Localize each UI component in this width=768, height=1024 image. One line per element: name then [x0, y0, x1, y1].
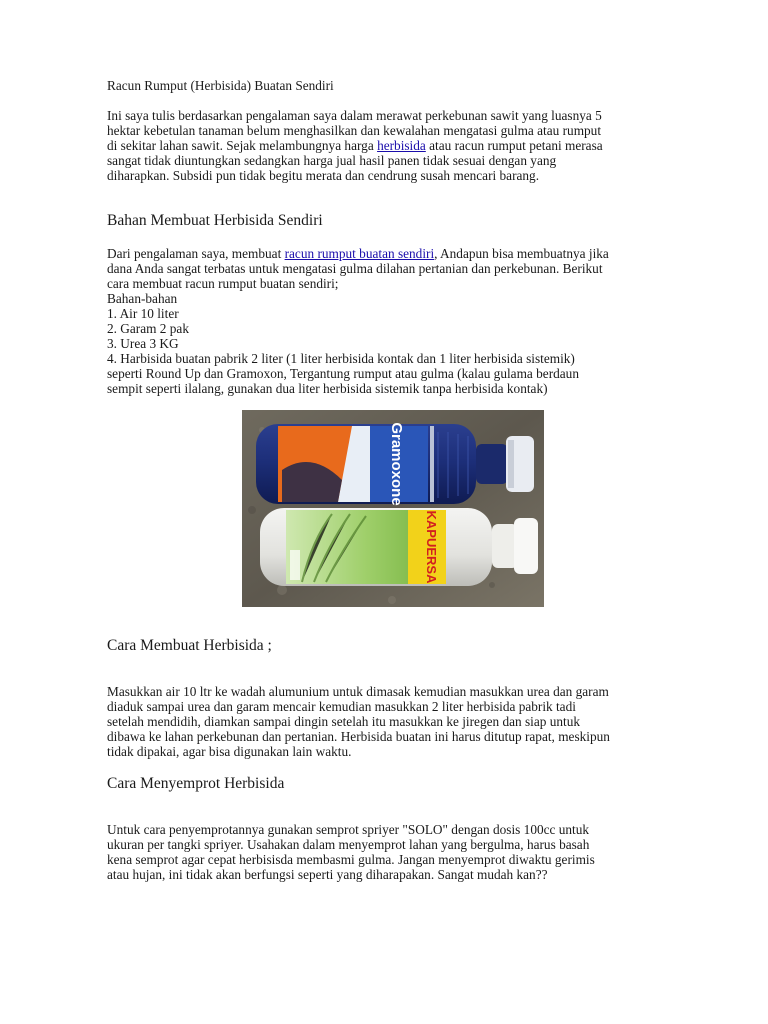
semprot-paragraph: [107, 822, 687, 882]
bahan-line-4: Bahan-bahan: [107, 291, 178, 306]
cara-line-2: diaduk sampai urea dan garam mencair kemudian masukkan 2 liter herbisida pabrik tadi: [107, 699, 576, 714]
bahan-line-1-text: Dari pengalaman saya, membuat: [107, 246, 285, 261]
cara-line-4: dibawa ke lahan perkebunan dan pertanian. Herbisida buatan ini harus ditutup rapat, meskipun: [107, 729, 610, 744]
semprot-line-3: kena semprot agar cepat herbisisda membasmi gulma. Jangan menyemprot diwaktu gerimis: [107, 852, 595, 867]
cara-line-5: tidak dipakai, agar bisa digunakan lain waktu.: [107, 744, 352, 759]
bahan-line-3: cara membuat racun rumput buatan sendiri;: [107, 276, 339, 291]
bahan-line-1-after: , Andapun bisa membuatnya jika: [434, 246, 609, 261]
bahan-line-9: seperti Round Up dan Gramoxon, Tergantung rumput atau gulma (kalau gulama berdaun: [107, 366, 579, 381]
intro-line-3-text: di sekitar lahan sawit. Sejak melambungnya harga: [107, 138, 378, 153]
heading-bahan: Bahan Membuat Herbisida Sendiri: [107, 212, 323, 229]
bahan-paragraph: [107, 246, 687, 396]
list-item: 4. Harbisida buatan pabrik 2 liter (1 liter herbisida kontak dan 1 liter herbisida sistemik): [107, 351, 575, 366]
semprot-line-1: Untuk cara penyemprotannya gunakan semprot spriyer "SOLO" dengan dosis 100cc untuk: [107, 822, 590, 837]
semprot-line-4: atau hujan, ini tidak akan berfungsi seperti yang diharapakan. Sangat mudah kan??: [107, 867, 548, 882]
heading-cara-menyemprot: Cara Menyemprot Herbisida: [107, 775, 285, 792]
cara-line-1: Masukkan air 10 ltr ke wadah alumunium untuk dimasak kemudian masukkan urea dan garam: [107, 684, 609, 699]
herbicide-bottles-photo: [242, 410, 544, 607]
intro-line-3: [107, 138, 687, 153]
herbisida-link[interactable]: herbisida: [377, 138, 426, 153]
semprot-line-2: ukuran per tangki spriyer. Usahakan dalam menyemprot lahan yang bergulma, harus basah: [107, 837, 590, 852]
intro-line-5: diharapkan. Subsidi pun tidak begitu merata dan cendrung susah mencari barang.: [107, 168, 540, 183]
intro-line-2: hektar kebetulan tanaman belum menghasilkan dan kewalahan mengatasi gulma atau rumput: [107, 123, 602, 138]
intro-line-4: sangat tidak diuntungkan sedangkan harga jual hasil panen tidak sesuai dengan yang: [107, 153, 557, 168]
document-title: Racun Rumput (Herbisida) Buatan Sendiri: [107, 78, 334, 93]
intro-paragraph: [107, 108, 687, 183]
bahan-line-10: sempit seperti ilalang, gunakan dua liter herbisida sistemik tanpa herbisida kontak): [107, 381, 548, 396]
gramoxone-brand-text: Gramoxone: [388, 422, 405, 506]
intro-line-3-after: atau racun rumput petani merasa: [425, 138, 603, 153]
list-item: 2. Garam 2 pak: [107, 321, 189, 336]
bahan-line-1: [107, 246, 687, 261]
intro-line-1: Ini saya tulis berdasarkan pengalaman saya dalam merawat perkebunan sawit yang luasnya 5: [107, 108, 602, 123]
racun-rumput-link[interactable]: racun rumput buatan sendiri: [284, 246, 435, 261]
bottle2-brand-text: KAPUERSA: [424, 510, 439, 584]
heading-cara-membuat: Cara Membuat Herbisida ;: [107, 637, 272, 654]
bahan-line-2: dana Anda sangat terbatas untuk mengatasi gulma dilahan pertanian dan perkebunan. Berikut: [107, 261, 603, 276]
cara-paragraph: [107, 684, 687, 759]
cara-line-3: setelah mendidih, diamkan sampai dingin setelah itu masukkan ke jiregen dan siap untuk: [107, 714, 581, 729]
list-item: 3. Urea 3 KG: [107, 336, 179, 351]
list-item: 1. Air 10 liter: [107, 306, 179, 321]
